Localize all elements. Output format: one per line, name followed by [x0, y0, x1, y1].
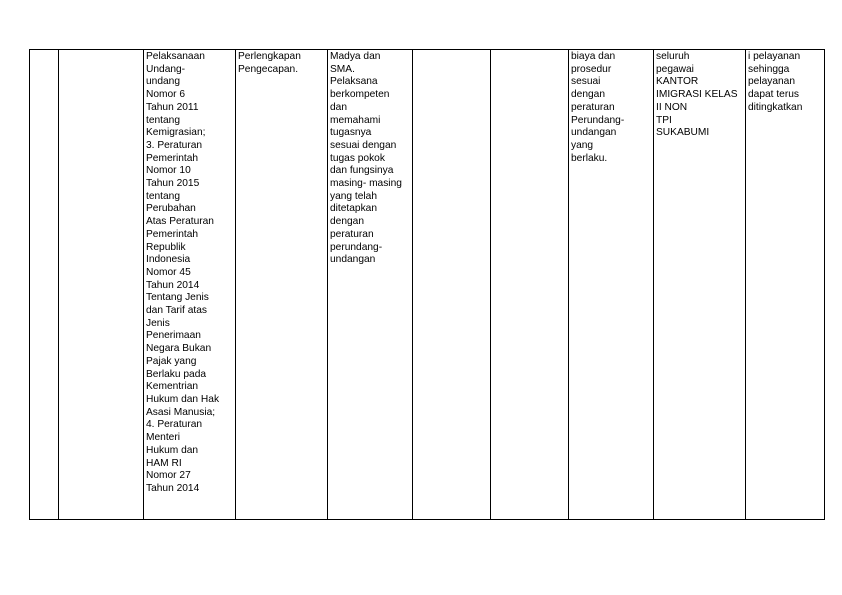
continuation-table [29, 49, 825, 520]
table-cell-number [30, 50, 59, 520]
table-cell-staff: seluruh pegawai KANTOR IMIGRASI KELAS II NON TPI SUKABUMI [654, 50, 746, 520]
table-row [30, 50, 825, 520]
table-cell-facilities: Perlengkapan Pengecapan. [236, 50, 328, 520]
table-cell-empty-2 [491, 50, 569, 520]
table-cell-activity [59, 50, 144, 520]
table-cell-empty-1 [413, 50, 491, 520]
table-cell-legal-basis: Pelaksanaan Undang- undang Nomor 6 Tahun 2011 tentang Kemigrasian; 3. Peraturan Pemerintah Nomor 10 Tahun 2015 tentang Perubahan Atas Peraturan Pemerintah Republik Indonesia Nomor 45 Tahun 2014 Tentang Jenis dan Tarif atas Jenis Penerimaan Negara Bukan Pajak yang Berlaku pada Kementrian Hukum dan Hak Asasi Manusia; 4. Peraturan Menteri Hukum dan HAM RI Nomor 27 Tahun 2014 [144, 50, 236, 520]
table-cell-procedure: biaya dan prosedur sesuai dengan peraturan Perundang- undangan yang berlaku. [569, 50, 654, 520]
table-cell-evaluation: i pelayanan sehingga pelayanan dapat terus ditingkatkan [746, 50, 825, 520]
table-cell-competence: Madya dan SMA. Pelaksana berkompeten dan memahami tugasnya sesuai dengan tugas pokok dan fungsinya masing- masing yang telah ditetapkan dengan peraturan perundang- undangan [328, 50, 413, 520]
